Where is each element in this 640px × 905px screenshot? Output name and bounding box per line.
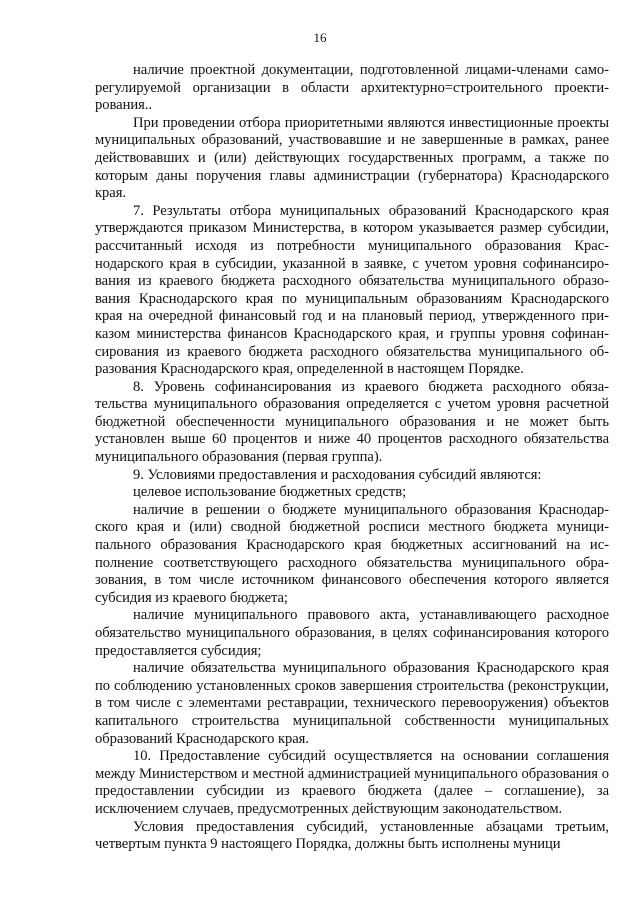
paragraph-priority-projects: При проведении отбора приоритетными являются инвестиционные проекты муниципальных образований, участвовавшие и не завершенные в рамках, ранее действовавших и (или) действующих государственных программ, а также по которым даны поручения главы администрации (губернатора) Краснодарского края. — [95, 114, 609, 202]
page-number: 16 — [313, 30, 327, 45]
paragraph-construction-obligation: наличие обязательства муниципального образования Краснодарского края по соблюдению установленных сроков завершения строительства (реконструкции, в том числе с элементами реставрации, технического перевооружения) объектов капитального строительства муниципальной собственности муниципальных образований Краснодарского края. — [95, 660, 609, 747]
paragraph-item-9: 9. Условиями предоставления и расходования субсидий являются: — [133, 466, 542, 483]
paragraph-targeted-use: целевое использование бюджетных средств; — [133, 484, 407, 501]
document-body — [95, 62, 609, 854]
paragraph-budget-decision: наличие в решении о бюджете муниципального образования Краснодарского края и (или) сводной бюджетной росписи местного бюджета муниципального образования Краснодарского края бюджетных ассигнований на исполнение соответствующего расходного обязательства муниципального образования, в том числе источником финансового обеспечения которого является субсидия из краевого бюджета; — [95, 501, 609, 606]
paragraph-item-7: 7. Результаты отбора муниципальных образований Краснодарского края утверждаются приказом Министерства, в котором указывается размер субсидии, рассчитанный исходя из потребности муниципального образования Краснодарского края в субсидии, указанной в заявке, с учетом уровня софинансирования из краевого бюджета расходного обязательства муниципального образования Краснодарского края по муниципальным образованиям Краснодарского края на очередной финансовый год и на плановый период, утвержденного приказом министерства финансов Краснодарского края, и группы уровня софинансирования из краевого бюджета расходного обязательства муниципального образования Краснодарского края, определенной в настоящем Порядке. — [95, 202, 609, 378]
paragraph-design-documentation: наличие проектной документации, подготовленной лицами-членами саморегулируемой организации в области архитектурно=строительного проектирования.. — [95, 62, 609, 114]
paragraph-legal-act: наличие муниципального правового акта, устанавливающего расходное обязательство муниципального образования, в целях софинансирования которого предоставляется субсидия; — [95, 607, 609, 659]
paragraph-item-10: 10. Предоставление субсидий осуществляется на основании соглашения между Министерством и местной администрацией муниципального образования о предоставлении субсидии из краевого бюджета (далее – соглашение), за исключением случаев, предусмотренных действующим законодательством. — [95, 748, 609, 817]
paragraph-item-8: 8. Уровень софинансирования из краевого бюджета расходного обязательства муниципального образования определяется с учетом уровня расчетной бюджетной обеспеченности муниципального образования и не может быть установлен выше 60 процентов и ниже 40 процентов расходного обязательства муниципального образования (первая группа). — [95, 378, 609, 466]
paragraph-conditions: Условия предоставления субсидий, установленные абзацами третьим, четвертым пункта 9 настоящего Порядка, должны быть исполнены муници — [95, 818, 609, 853]
